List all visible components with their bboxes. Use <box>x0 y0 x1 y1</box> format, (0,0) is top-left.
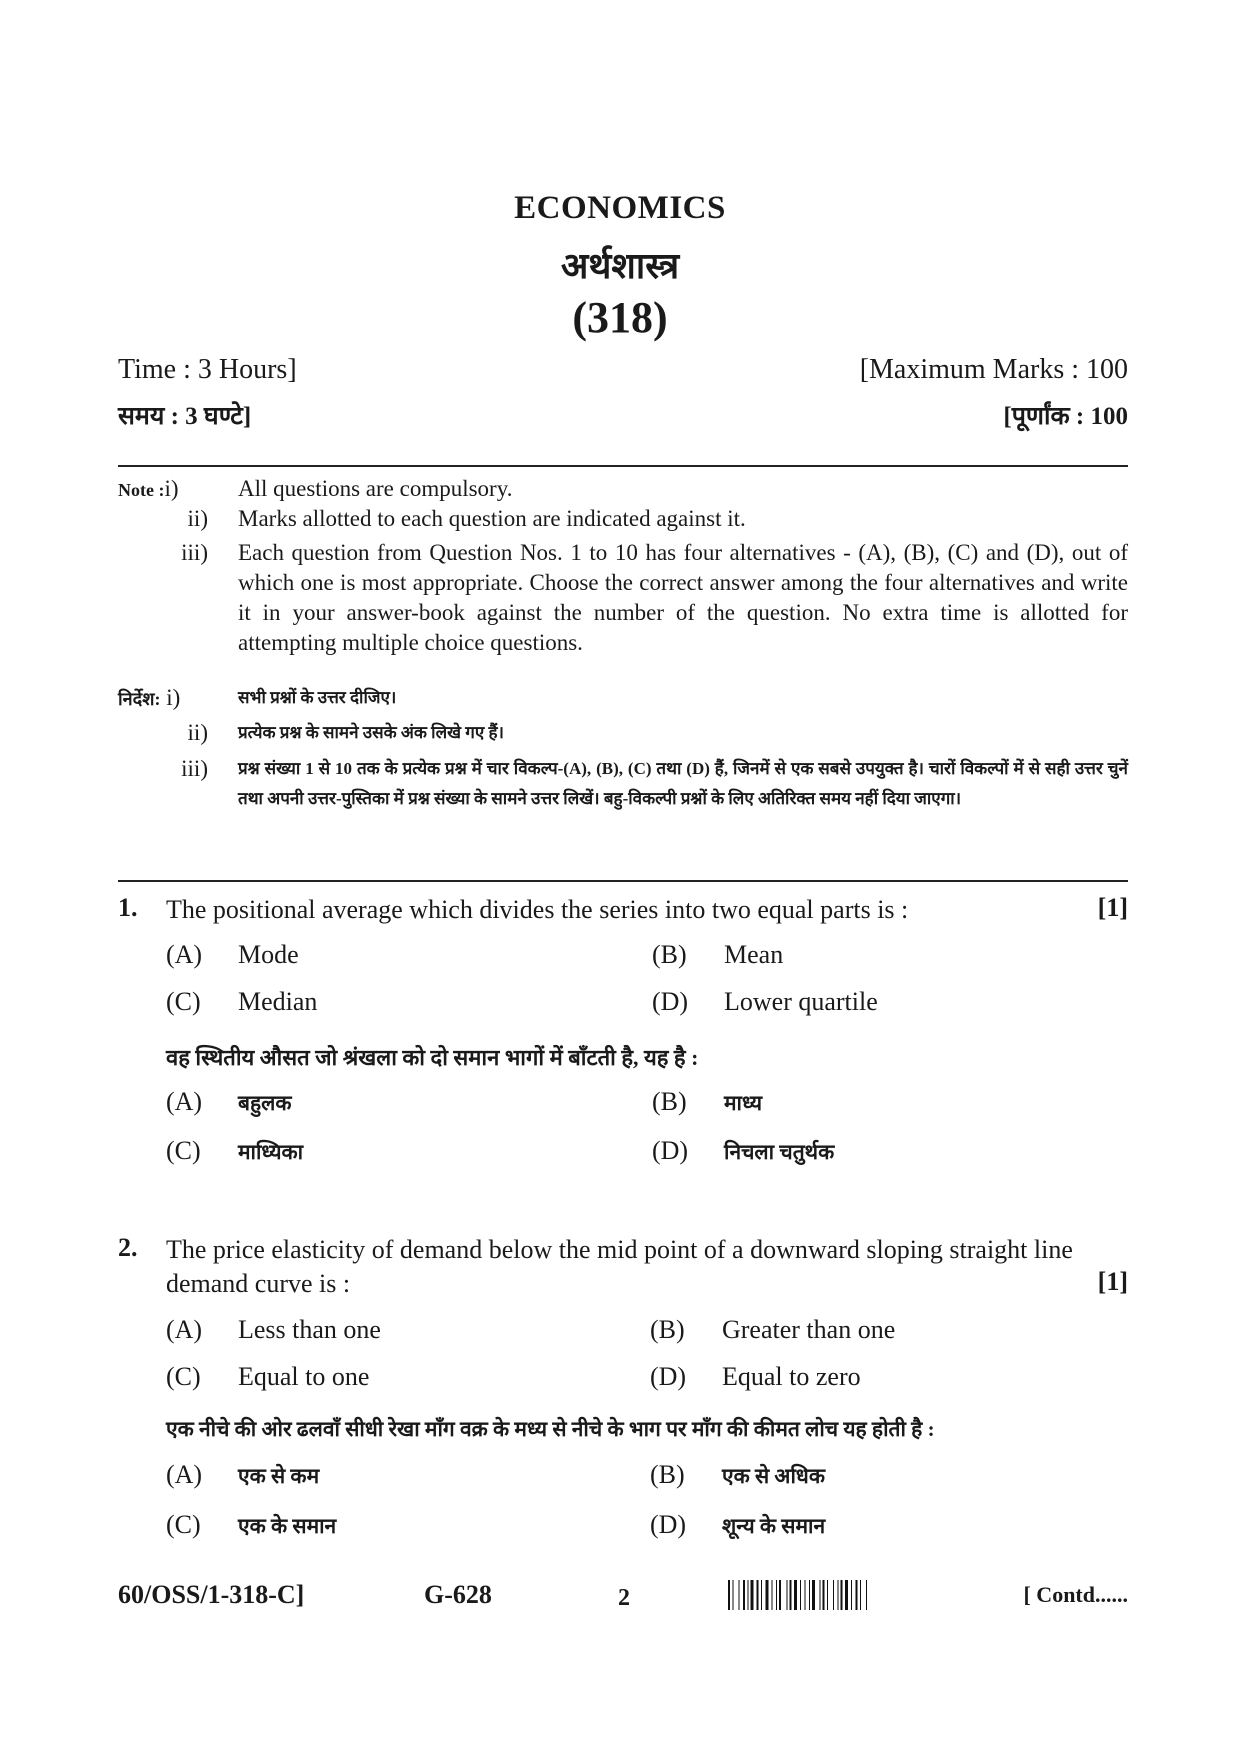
note-num: iii) <box>181 756 208 781</box>
note-item <box>118 504 1128 534</box>
contd-label: [ Contd...... <box>1023 1582 1128 1607</box>
note-item <box>118 754 1128 848</box>
question-text-hi: वह स्थितीय औसत जो श्रंखला को दो समान भागों में बाँटती है, यह है : <box>166 1045 699 1070</box>
subject-code: (318) <box>572 293 668 342</box>
question-text-en: The positional average which divides the series into two equal parts is : <box>166 895 909 924</box>
note-num: ii) <box>187 506 208 531</box>
note-text: प्रश्न संख्या 1 से 10 तक के प्रत्येक प्रश्न में चार विकल्प-(A), (B), (C) तथा (D) हैं, जिनमें से एक सबसे उपयुक्त है। चारों विकल्पों में से सही उत्तर चुनें तथा अपनी उत्तर-पुस्तिका में प्रश्न संख्या के सामने उत्तर लिखें। बहु-विकल्पी प्रश्नों के लिए अतिरिक्त समय नहीं दिया जाएगा। <box>238 759 1128 808</box>
option-d-hi: (D) शून्य के समान <box>650 1510 826 1539</box>
question-text-hi: एक नीचे की ओर ढलवाँ सीधी रेखा माँग वक्र के मध्य से नीचे के भाग पर माँग की कीमत लोच यह होती है : <box>166 1417 935 1441</box>
option-c: (C) Median <box>166 987 318 1016</box>
option-b-hi: (B) माध्य <box>652 1087 763 1116</box>
divider <box>118 465 1128 467</box>
note-item <box>118 718 1128 748</box>
page-number: 2 <box>618 1585 630 1611</box>
option-b: (B) Mean <box>652 940 784 969</box>
note-label: Note : <box>118 480 165 500</box>
max-marks-hi: [पूर्णांक : 100 <box>1003 403 1128 430</box>
option-d: (D) Equal to zero <box>650 1362 861 1391</box>
question-marks: [1] <box>1097 893 1128 922</box>
option-c-hi: (C) माध्यिका <box>166 1136 304 1165</box>
subject-title-hi: अर्थशास्त्र <box>560 246 680 286</box>
note-text: सभी प्रश्नों के उत्तर दीजिए। <box>238 688 397 707</box>
question-2 <box>118 1233 1128 1305</box>
note-text: Each question from Question Nos. 1 to 10 has four alternatives - (A), (B), (C) and (D), out of which one is most appropriate. Choose the correct answer among the four alternatives and write it in your answer-book against the number of the question. No extra time is allotted for attempting multiple choice questions. <box>238 540 1128 655</box>
question-number: 2. <box>118 1233 138 1262</box>
option-d: (D) Lower quartile <box>652 987 878 1016</box>
set-code: G-628 <box>424 1580 492 1609</box>
note-num: ii) <box>187 720 208 745</box>
option-b-hi: (B) एक से अधिक <box>650 1460 825 1489</box>
note-num: i) <box>166 685 181 710</box>
note-item <box>118 474 1128 504</box>
note-text: प्रत्येक प्रश्न के सामने उसके अंक लिखे गए हैं। <box>238 723 504 742</box>
note-text: Marks allotted to each question are indicated against it. <box>238 506 746 531</box>
option-a-hi: (A) बहुलक <box>166 1087 292 1116</box>
option-d-hi: (D) निचला चतुर्थक <box>652 1136 835 1165</box>
note-item <box>118 683 1128 713</box>
option-a-hi: (A) एक से कम <box>166 1460 320 1489</box>
option-a: (A) Mode <box>166 940 299 969</box>
subject-title-en: ECONOMICS <box>514 190 726 226</box>
note-item <box>118 538 1128 662</box>
question-text-en: The price elasticity of demand below the mid point of a downward sloping straight line demand curve is : <box>166 1235 1073 1298</box>
note-num: iii) <box>181 540 208 565</box>
option-c: (C) Equal to one <box>166 1362 370 1391</box>
question-1 <box>118 893 1128 933</box>
note-num: i) <box>164 476 179 501</box>
option-c-hi: (C) एक के समान <box>166 1510 337 1539</box>
time-hi: समय : 3 घण्टे] <box>118 403 252 430</box>
option-b: (B) Greater than one <box>650 1315 896 1344</box>
time-en: Time : 3 Hours] <box>118 354 297 385</box>
note-text: All questions are compulsory. <box>238 476 513 501</box>
question-number: 1. <box>118 893 138 922</box>
question-marks: [1] <box>1097 1267 1128 1296</box>
divider <box>118 880 1128 882</box>
paper-code: 60/OSS/1-318-C] <box>118 1580 305 1609</box>
max-marks-en: [Maximum Marks : 100 <box>859 354 1128 385</box>
note-label: निर्देश: <box>118 689 161 709</box>
barcode-icon <box>728 1580 948 1610</box>
option-a: (A) Less than one <box>166 1315 381 1344</box>
